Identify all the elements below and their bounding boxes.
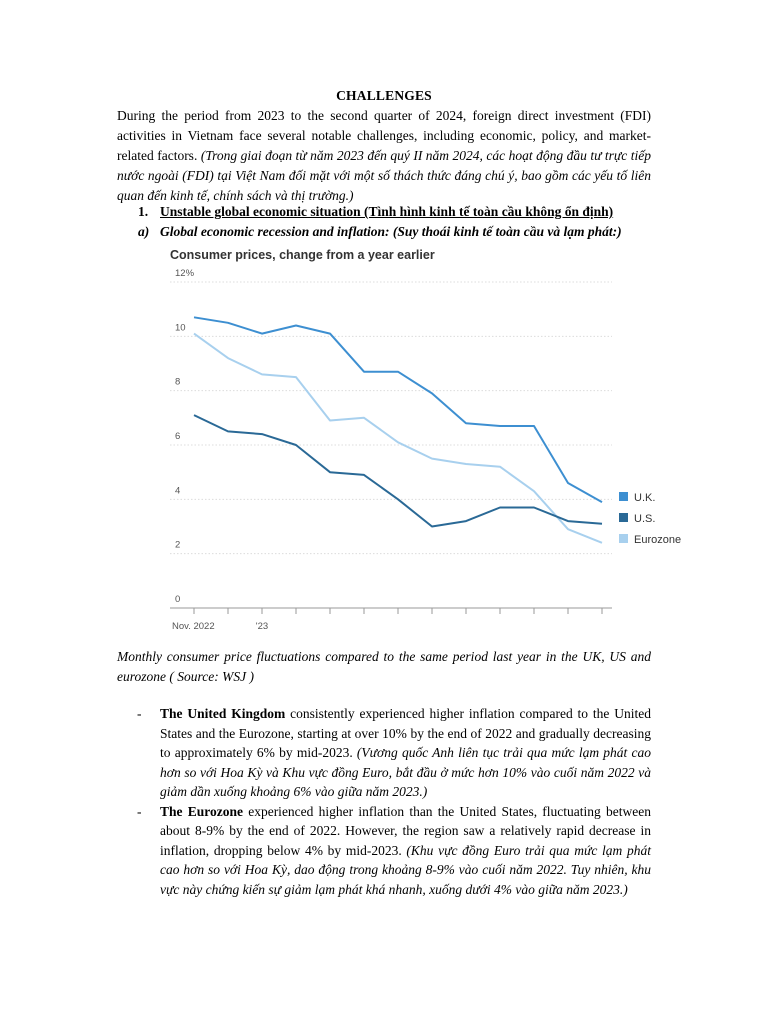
figure-caption: Monthly consumer price fluctuations compared to the same period last year in the UK, US and eurozone ( Source: WSJ ) — [117, 649, 651, 684]
bullet-dash: - — [137, 706, 142, 721]
bullet-text: experienced higher inflation than the United States, fluctuating between about 8-9% by the end of 2022. However, the region saw a relatively rapid decrease in inflation, dropping below 4% by mid-2023. — [160, 803, 651, 858]
chart-legend — [619, 492, 681, 546]
section-number: 1. — [138, 204, 149, 219]
x-tick-label: '23 — [255, 621, 269, 632]
x-tick-label: Nov. 2022 — [172, 621, 215, 632]
series-line-u-k — [194, 317, 602, 502]
y-tick-label: 12% — [175, 268, 195, 279]
legend-swatch — [619, 492, 628, 501]
series-line-u-s — [194, 415, 602, 526]
y-axis-ticks — [175, 268, 195, 605]
subsection-heading — [138, 224, 622, 240]
intro-text: During the period from 2023 to the second quarter of 2024, foreign direct investment (FDI) activities in Vietnam face several notable challenges, including economic, policy, and market-related factors. — [117, 108, 651, 163]
section-heading — [138, 204, 613, 220]
y-tick-label: 2 — [175, 539, 181, 551]
legend-label: U.S. — [634, 513, 656, 525]
subsection-title: Global economic recession and inflation: (Suy thoái kinh tế toàn cầu và lạm phát:) — [160, 224, 622, 239]
y-tick-label: 4 — [175, 485, 181, 497]
inflation-line-chart — [160, 243, 700, 641]
bullet-dash: - — [137, 803, 142, 819]
bullet-item-eurozone — [117, 802, 651, 900]
y-tick-label: 8 — [175, 376, 181, 388]
y-tick-label: 10 — [175, 322, 186, 334]
y-tick-label: 6 — [175, 431, 181, 442]
legend-label: Eurozone — [634, 534, 682, 546]
bullet-bold-term: The United Kingdom — [160, 706, 286, 721]
intro-paragraph — [117, 106, 651, 206]
chart-title: Consumer prices, change from a year earlier — [170, 248, 435, 262]
section-title: Unstable global economic situation (Tình hình kinh tế toàn cầu không ổn định) — [160, 204, 614, 219]
bullet-text: consistently experienced higher inflation compared to the United States and the Eurozone, starting at over 10% by the end of 2022 and gradually decreasing to approximately 6% by mid-2023. — [160, 706, 651, 760]
subsection-number: a) — [138, 224, 150, 239]
bullet-translation: (Vương quốc Anh liên tục trải qua mức lạm phát cao hơn so với Hoa Kỳ và Khu vực đồng Euro, bắt đầu ở mức hơn 10% vào cuối năm 2022 và giảm dần xuống khoảng 6% vào giữa năm 2023.) — [160, 745, 651, 799]
bullet-bold-term: The Eurozone — [160, 803, 243, 819]
legend-swatch — [619, 534, 628, 543]
bullet-list — [117, 704, 651, 899]
legend-swatch — [619, 513, 628, 522]
legend-label: U.K. — [634, 492, 656, 504]
page-title: CHALLENGES — [336, 88, 432, 103]
bullet-item-uk — [117, 704, 651, 802]
x-axis-ticks — [172, 608, 602, 632]
chart-series — [194, 317, 602, 543]
bullet-translation: (Khu vực đồng Euro trải qua mức lạm phát cao hơn so với Hoa Kỳ, dao động trong khoảng 8-9% vào cuối năm 2022. Tuy nhiên, khu vực này chứng kiến sự giảm lạm phát khá nhanh, xuống dưới 4% vào giữa năm 2023.) — [160, 842, 651, 897]
y-tick-label: 0 — [175, 594, 181, 605]
intro-translation: (Trong giai đoạn từ năm 2023 đến quý II năm 2024, các hoạt động đầu tư trực tiếp nước ngoài (FDI) tại Việt Nam đối mặt với một số thách thức đáng chú ý, bao gồm các yếu tố liên quan đến kinh tế, chính sách và thị trường.) — [117, 148, 652, 203]
